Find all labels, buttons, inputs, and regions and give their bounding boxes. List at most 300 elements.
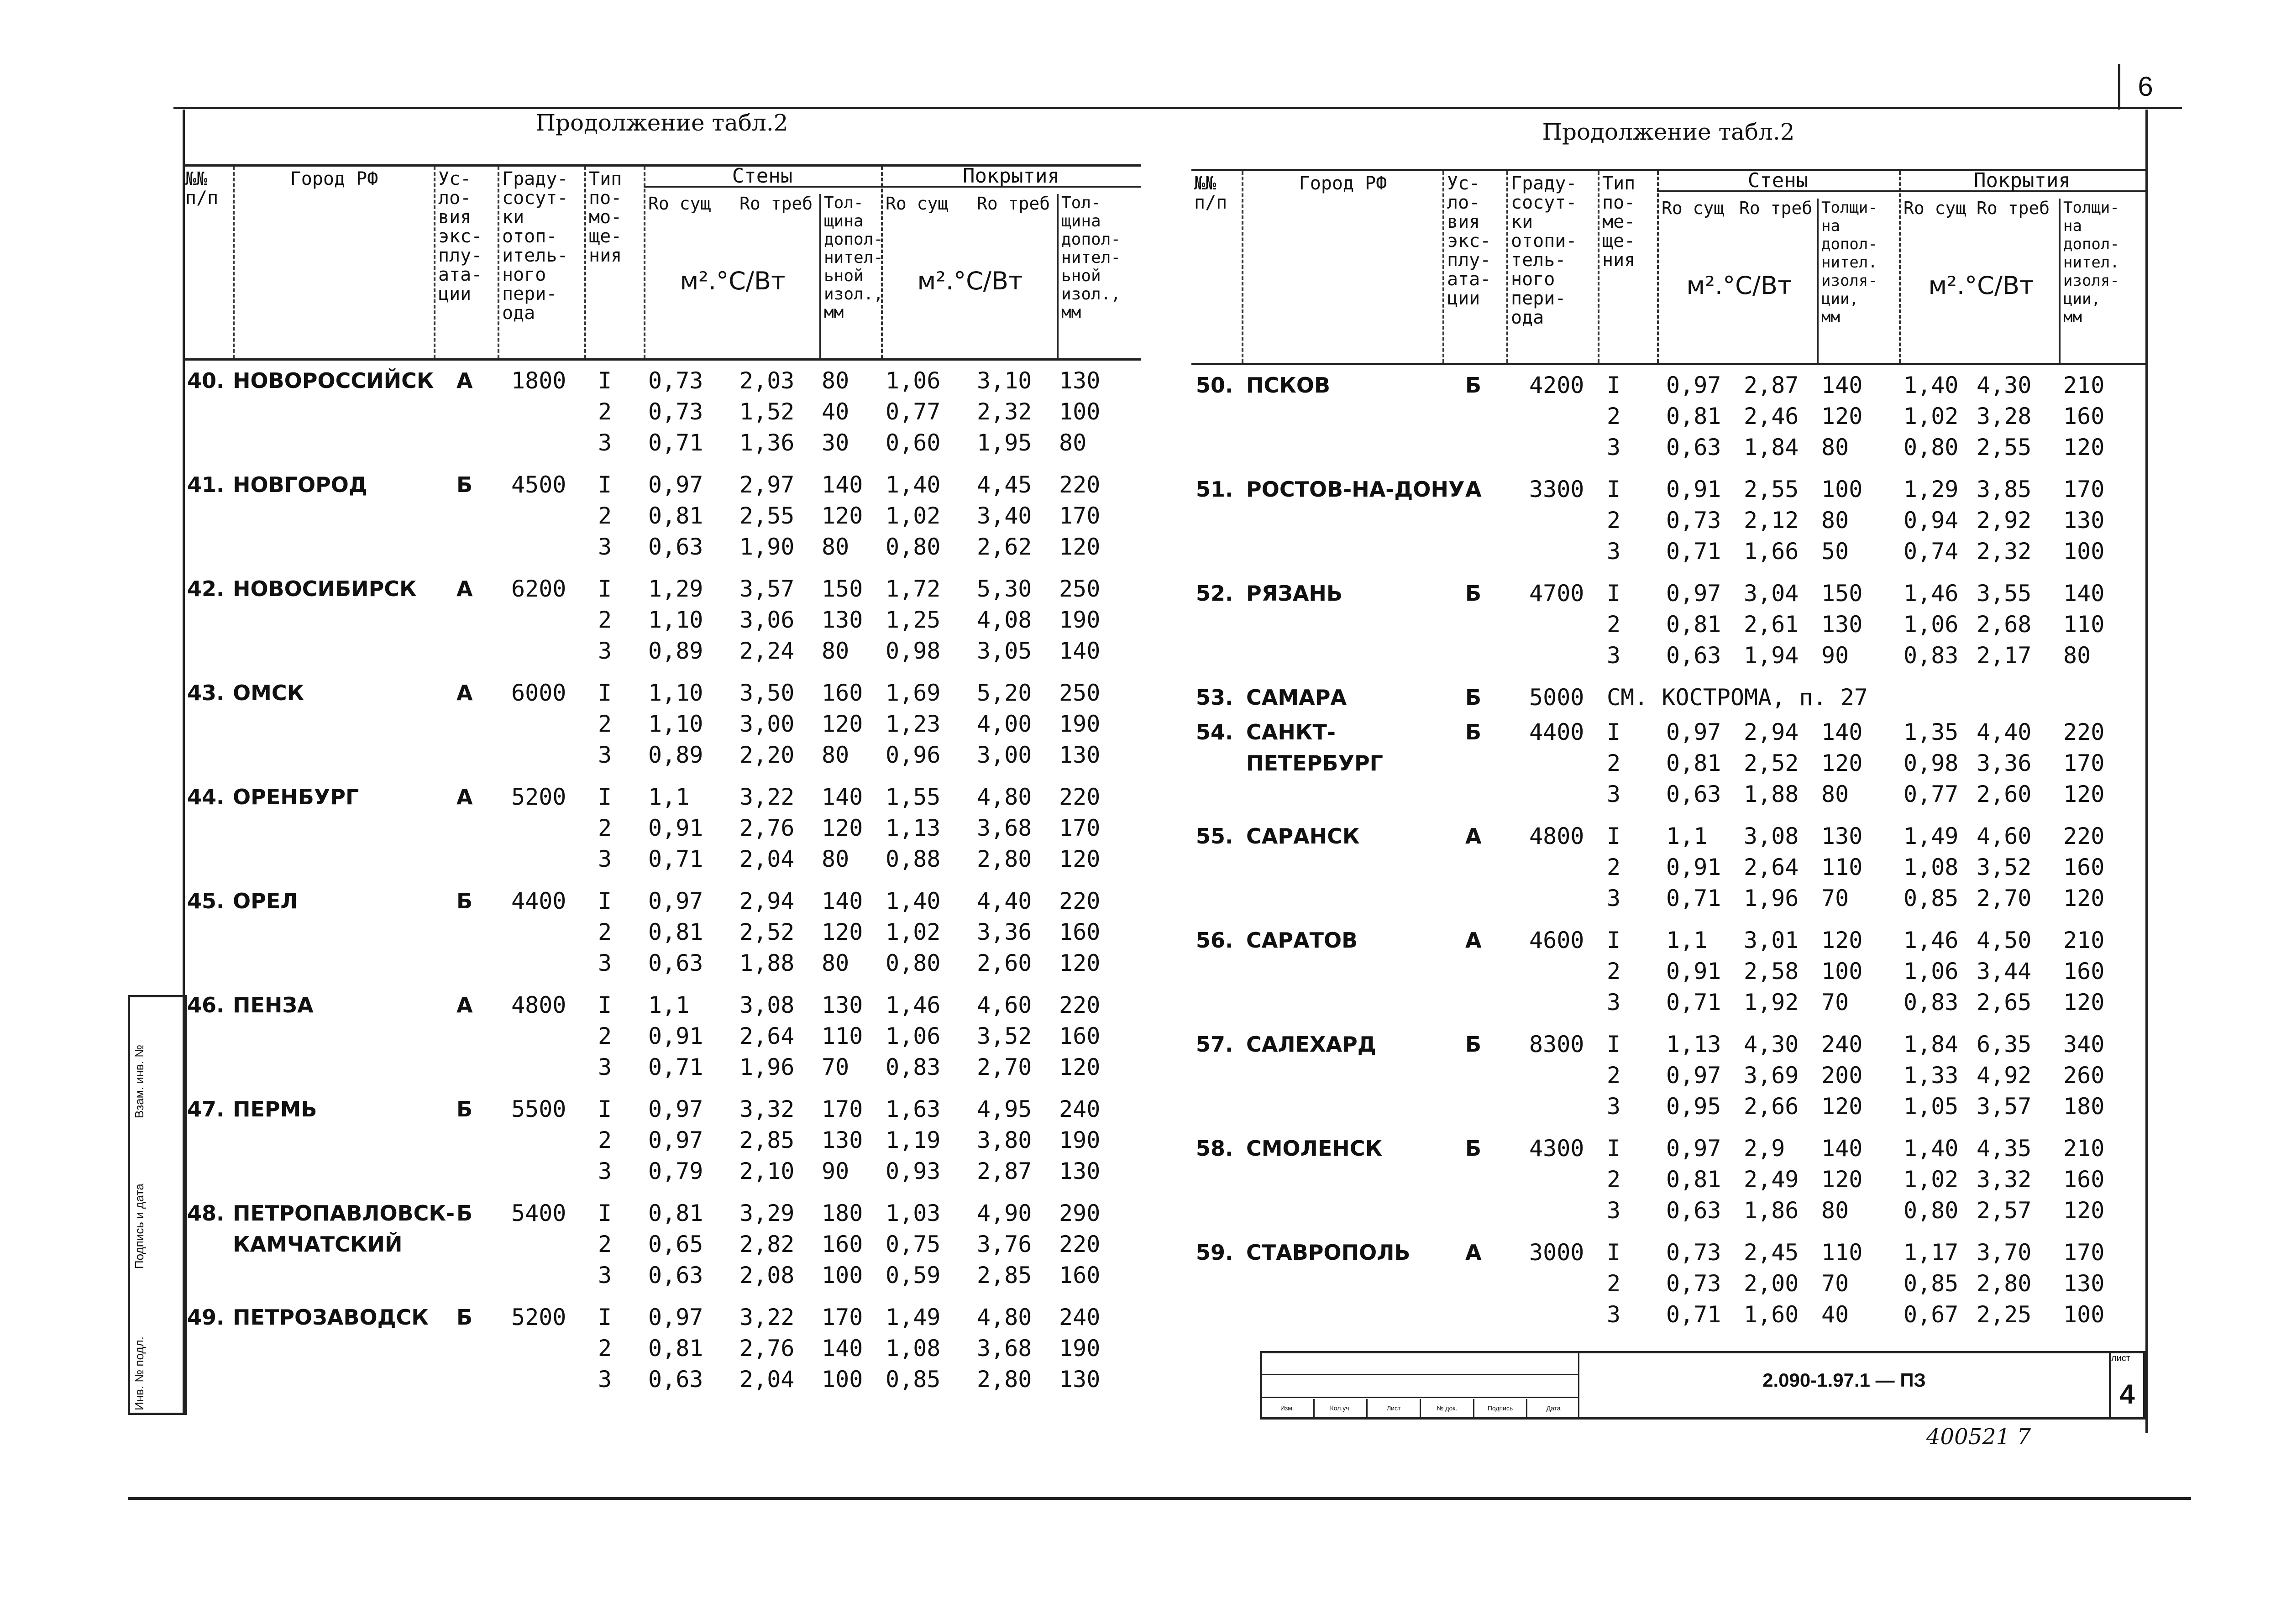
wall-r-required: 2,00: [1744, 1270, 1799, 1297]
row-number: 57.: [1196, 1032, 1233, 1057]
roof-r-required: 3,36: [1977, 750, 2032, 776]
roof-insulation-thickness: 190: [1059, 1127, 1101, 1153]
wall-r-required: 1,60: [1744, 1301, 1799, 1328]
table-row: [183, 1198, 1141, 1298]
roof-r-actual: 0,80: [886, 950, 941, 976]
room-type: I: [598, 367, 612, 394]
wall-insulation-thickness: 120: [1821, 750, 1863, 776]
roof-r-actual: 1,40: [886, 888, 941, 914]
roof-r-actual: 1,40: [886, 471, 941, 498]
roof-r-actual: 0,74: [1903, 538, 1959, 565]
table-row: [1191, 717, 2145, 817]
side-label-2: Подпись и дата: [132, 1183, 146, 1269]
room-type: 2: [1607, 750, 1621, 776]
wall-r-required: 3,22: [739, 784, 795, 810]
degree-days: 4800: [511, 992, 566, 1018]
roof-r-actual: 0,98: [886, 638, 941, 664]
wall-insulation-thickness: 80: [822, 534, 849, 560]
roof-r-required: 4,80: [977, 1304, 1032, 1331]
room-type: I: [1607, 823, 1621, 849]
row-number: 52.: [1196, 581, 1233, 606]
wall-r-required: 3,32: [739, 1096, 795, 1122]
wall-r-actual: 1,10: [648, 607, 703, 633]
city-name: САРАНСК: [1246, 824, 1360, 849]
roof-r-actual: 0,94: [1903, 507, 1959, 534]
operating-conditions: А: [456, 576, 473, 601]
roof-insulation-thickness: 190: [1059, 607, 1101, 633]
room-type: 3: [598, 1366, 612, 1393]
wall-r-required: 2,49: [1744, 1166, 1799, 1193]
roof-r-required: 2,17: [1977, 642, 2032, 669]
roof-r-actual: 0,85: [886, 1366, 941, 1393]
left-table-body: [183, 365, 1141, 1415]
degree-days: 5200: [511, 784, 566, 810]
degree-days: 8300: [1529, 1031, 1584, 1058]
room-type: I: [1607, 1239, 1621, 1266]
roof-r-actual: 1,03: [886, 1200, 941, 1226]
room-type: 3: [598, 950, 612, 976]
sheet-number: 4: [2119, 1379, 2135, 1409]
left-table: [183, 110, 1141, 1415]
right-page-edge: [2145, 110, 2148, 1433]
roof-r-actual: 0,77: [886, 398, 941, 425]
header-roof-rreq: Ro треб: [1977, 198, 2050, 218]
roof-insulation-thickness: 290: [1059, 1200, 1101, 1226]
roof-r-actual: 1,06: [886, 1023, 941, 1049]
wall-r-actual: 0,71: [648, 846, 703, 872]
roof-r-required: 4,50: [1977, 927, 2032, 953]
operating-conditions: Б: [456, 889, 473, 913]
table-row: [183, 469, 1141, 570]
degree-days: 4300: [1529, 1135, 1584, 1162]
room-type: 3: [598, 742, 612, 768]
wall-insulation-thickness: 150: [1821, 580, 1863, 607]
wall-r-required: 2,04: [739, 1366, 795, 1393]
roof-r-required: 5,20: [977, 680, 1032, 706]
roof-insulation-thickness: 130: [1059, 1158, 1101, 1184]
roof-insulation-thickness: 220: [1059, 1231, 1101, 1257]
roof-r-actual: 0,83: [886, 1054, 941, 1080]
roof-insulation-thickness: 170: [1059, 503, 1101, 529]
roof-insulation-thickness: 190: [1059, 1335, 1101, 1362]
roof-r-required: 3,76: [977, 1231, 1032, 1257]
city-name: ОРЕЛ: [233, 889, 298, 913]
roof-r-actual: 1,06: [886, 367, 941, 394]
roof-insulation-thickness: 250: [1059, 576, 1101, 602]
wall-insulation-thickness: 160: [822, 1231, 863, 1257]
title-block-column-label: № док.: [1420, 1399, 1473, 1420]
roof-insulation-thickness: 110: [2063, 611, 2105, 638]
room-type: 2: [598, 1231, 612, 1257]
wall-r-required: 3,57: [739, 576, 795, 602]
room-type: 3: [1607, 642, 1621, 669]
header-walls-rreq: Ro треб: [1739, 198, 1813, 218]
operating-conditions: Б: [456, 1097, 473, 1121]
header-walls: Стены: [644, 167, 881, 188]
roof-insulation-thickness: 240: [1059, 1304, 1101, 1331]
header-walls-ract: Ro сущ: [648, 194, 711, 214]
wall-r-required: 3,69: [1744, 1062, 1799, 1089]
wall-r-required: 2,08: [739, 1262, 795, 1289]
roof-r-actual: 1,05: [1903, 1093, 1959, 1120]
roof-insulation-thickness: 160: [1059, 1262, 1101, 1289]
roof-r-required: 3,85: [1977, 476, 2032, 503]
degree-days: 4200: [1529, 372, 1584, 398]
wall-r-actual: 0,97: [648, 1096, 703, 1122]
roof-r-actual: 1,40: [1903, 372, 1959, 398]
wall-insulation-thickness: 40: [1821, 1301, 1849, 1328]
row-number: 50.: [1196, 373, 1233, 398]
roof-insulation-thickness: 80: [1059, 430, 1087, 456]
title-block-column-label: Изм.: [1260, 1399, 1313, 1420]
wall-r-actual: 0,81: [648, 1200, 703, 1226]
wall-r-actual: 0,97: [1666, 1062, 1721, 1089]
row-number: 43.: [187, 681, 225, 705]
roof-r-required: 2,65: [1977, 989, 2032, 1016]
wall-insulation-thickness: 130: [822, 607, 863, 633]
wall-insulation-thickness: 80: [822, 638, 849, 664]
row-number: 49.: [187, 1305, 225, 1330]
header-roof: Покрытия: [1899, 171, 2145, 192]
table-row: [1191, 925, 2145, 1025]
wall-r-required: 2,12: [1744, 507, 1799, 534]
wall-insulation-thickness: 130: [822, 1127, 863, 1153]
right-table-header: [1191, 169, 2145, 365]
roof-insulation-thickness: 120: [1059, 950, 1101, 976]
room-type: 3: [1607, 989, 1621, 1016]
city-name: ПЕТРОЗАВОДСК: [233, 1305, 429, 1330]
roof-insulation-thickness: 210: [2063, 1135, 2105, 1162]
degree-days: 3000: [1529, 1239, 1584, 1266]
roof-insulation-thickness: 130: [1059, 1366, 1101, 1393]
wall-r-actual: 0,95: [1666, 1093, 1721, 1120]
roof-insulation-thickness: 80: [2063, 642, 2091, 669]
table-row: [1191, 1029, 2145, 1129]
degree-days: 1800: [511, 367, 566, 394]
roof-r-actual: 1,13: [886, 815, 941, 841]
operating-conditions: А: [456, 785, 473, 809]
roof-r-required: 2,92: [1977, 507, 2032, 534]
roof-insulation-thickness: 160: [2063, 854, 2105, 880]
roof-r-actual: 1,72: [886, 576, 941, 602]
room-type: I: [598, 1200, 612, 1226]
roof-r-actual: 1,46: [1903, 927, 1959, 953]
roof-insulation-thickness: 120: [2063, 1197, 2105, 1224]
wall-insulation-thickness: 160: [822, 680, 863, 706]
wall-r-required: 2,94: [739, 888, 795, 914]
wall-insulation-thickness: 100: [1821, 476, 1863, 503]
degree-days: 6000: [511, 680, 566, 706]
roof-r-required: 4,90: [977, 1200, 1032, 1226]
roof-r-actual: 0,77: [1903, 781, 1959, 807]
roof-insulation-thickness: 160: [2063, 1166, 2105, 1193]
wall-insulation-thickness: 90: [822, 1158, 849, 1184]
wall-r-required: 2,64: [739, 1023, 795, 1049]
roof-r-required: 3,52: [977, 1023, 1032, 1049]
room-type: 2: [1607, 1270, 1621, 1297]
wall-r-actual: 0,81: [1666, 611, 1721, 638]
roof-r-actual: 0,85: [1903, 885, 1959, 912]
roof-r-actual: 0,80: [1903, 1197, 1959, 1224]
room-type: 2: [598, 919, 612, 945]
wall-insulation-thickness: 70: [1821, 989, 1849, 1016]
wall-r-required: 1,96: [1744, 885, 1799, 912]
roof-insulation-thickness: 240: [1059, 1096, 1101, 1122]
table-row: [183, 781, 1141, 882]
wall-r-actual: 0,97: [648, 1127, 703, 1153]
table-row: [183, 1302, 1141, 1402]
wall-r-actual: 0,63: [648, 534, 703, 560]
wall-insulation-thickness: 170: [822, 1096, 863, 1122]
roof-insulation-thickness: 100: [2063, 538, 2105, 565]
wall-r-required: 3,50: [739, 680, 795, 706]
roof-r-required: 2,85: [977, 1262, 1032, 1289]
wall-r-actual: 0,89: [648, 742, 703, 768]
wall-insulation-thickness: 140: [822, 784, 863, 810]
wall-r-required: 2,52: [1744, 750, 1799, 776]
wall-r-required: 2,03: [739, 367, 795, 394]
row-number: 41.: [187, 472, 225, 497]
row-number: 46.: [187, 993, 225, 1017]
operating-conditions: А: [456, 368, 473, 393]
wall-r-required: 3,04: [1744, 580, 1799, 607]
room-type: 3: [1607, 885, 1621, 912]
operating-conditions: Б: [1465, 581, 1482, 606]
row-number: 58.: [1196, 1136, 1233, 1161]
wall-r-actual: 0,97: [1666, 580, 1721, 607]
wall-r-actual: 0,97: [1666, 372, 1721, 398]
wall-r-required: 1,88: [739, 950, 795, 976]
operating-conditions: Б: [456, 1305, 473, 1330]
roof-r-required: 4,40: [1977, 719, 2032, 745]
wall-r-required: 2,55: [1744, 476, 1799, 503]
header-roof-ract: Ro сущ: [886, 194, 949, 214]
roof-r-actual: 1,08: [886, 1335, 941, 1362]
wall-r-actual: 1,10: [648, 711, 703, 737]
wall-insulation-thickness: 110: [1821, 1239, 1863, 1266]
roof-insulation-thickness: 220: [1059, 992, 1101, 1018]
room-type: I: [598, 1304, 612, 1331]
roof-insulation-thickness: 130: [1059, 367, 1101, 394]
header-walls-unit: м².°C/Вт: [1686, 271, 1792, 300]
roof-r-actual: 0,67: [1903, 1301, 1959, 1328]
city-name: САМАРА: [1246, 685, 1347, 710]
roof-r-required: 1,95: [977, 430, 1032, 456]
row-number: 54.: [1196, 720, 1233, 744]
room-type: 3: [598, 430, 612, 456]
wall-r-actual: 0,73: [1666, 1239, 1721, 1266]
wall-insulation-thickness: 70: [1821, 1270, 1849, 1297]
roof-r-required: 2,62: [977, 534, 1032, 560]
wall-r-actual: 0,73: [1666, 1270, 1721, 1297]
wall-insulation-thickness: 120: [1821, 1166, 1863, 1193]
table-row: [1191, 474, 2145, 574]
wall-insulation-thickness: 90: [1821, 642, 1849, 669]
handwritten-note: 400521 7: [1926, 1424, 2031, 1450]
wall-r-actual: 0,81: [1666, 403, 1721, 430]
roof-insulation-thickness: 130: [2063, 507, 2105, 534]
roof-r-required: 3,44: [1977, 958, 2032, 985]
row-number: 48.: [187, 1201, 225, 1226]
roof-insulation-thickness: 170: [2063, 1239, 2105, 1266]
roof-r-required: 3,57: [1977, 1093, 2032, 1120]
header-conditions: Ус- ло- вия экс- плу- ата- ции: [434, 167, 498, 358]
room-type: 2: [598, 607, 612, 633]
room-type: 2: [1607, 1062, 1621, 1089]
wall-r-required: 2,9: [1744, 1135, 1785, 1162]
row-number: 40.: [187, 368, 225, 393]
roof-insulation-thickness: 120: [1059, 846, 1101, 872]
sheet-label: лист: [2111, 1353, 2131, 1363]
roof-r-actual: 0,75: [886, 1231, 941, 1257]
roof-r-actual: 1,46: [1903, 580, 1959, 607]
roof-r-actual: 0,80: [886, 534, 941, 560]
side-label-1: Инв. № подл.: [132, 1336, 146, 1410]
city-name: ПЕНЗА: [233, 993, 314, 1017]
roof-r-actual: 1,02: [886, 919, 941, 945]
title-block-columns: [1260, 1399, 1579, 1420]
title-block-column-label: Лист: [1366, 1399, 1420, 1420]
operating-conditions: Б: [1465, 685, 1482, 710]
roof-r-required: 3,70: [1977, 1239, 2032, 1266]
roof-r-actual: 1,46: [886, 992, 941, 1018]
wall-r-required: 1,66: [1744, 538, 1799, 565]
wall-r-actual: 0,73: [1666, 507, 1721, 534]
wall-insulation-thickness: 80: [1821, 1197, 1849, 1224]
room-type: 2: [1607, 403, 1621, 430]
city-name: САРАТОВ: [1246, 928, 1358, 953]
wall-r-actual: 0,71: [1666, 1301, 1721, 1328]
wall-r-required: 2,64: [1744, 854, 1799, 880]
left-table-title: Продолжение табл.2: [535, 110, 788, 136]
room-type: I: [598, 784, 612, 810]
city-name: САНКТ- ПЕТЕРБУРГ: [1246, 720, 1383, 775]
operating-conditions: А: [1465, 928, 1482, 953]
wall-r-required: 2,61: [1744, 611, 1799, 638]
roof-r-actual: 0,98: [1903, 750, 1959, 776]
city-name: РЯЗАНЬ: [1246, 581, 1342, 606]
roof-r-required: 4,60: [1977, 823, 2032, 849]
roof-r-required: 2,70: [1977, 885, 2032, 912]
wall-r-required: 3,29: [739, 1200, 795, 1226]
table-row: [183, 1094, 1141, 1194]
roof-r-required: 4,08: [977, 607, 1032, 633]
roof-insulation-thickness: 120: [1059, 534, 1101, 560]
roof-r-required: 2,55: [1977, 434, 2032, 461]
wall-r-actual: 1,1: [1666, 927, 1708, 953]
roof-insulation-thickness: 140: [2063, 580, 2105, 607]
wall-insulation-thickness: 180: [822, 1200, 863, 1226]
roof-r-required: 4,35: [1977, 1135, 2032, 1162]
wall-r-actual: 0,91: [648, 815, 703, 841]
roof-r-required: 2,68: [1977, 611, 2032, 638]
wall-insulation-thickness: 100: [822, 1262, 863, 1289]
wall-r-actual: 1,1: [648, 992, 690, 1018]
wall-r-required: 3,08: [739, 992, 795, 1018]
header-walls-rreq: Ro треб: [739, 194, 813, 214]
roof-insulation-thickness: 120: [2063, 781, 2105, 807]
wall-r-required: 2,45: [1744, 1239, 1799, 1266]
wall-r-actual: 0,63: [1666, 434, 1721, 461]
roof-r-required: 2,32: [977, 398, 1032, 425]
wall-r-actual: 0,91: [1666, 476, 1721, 503]
row-number: 53.: [1196, 685, 1233, 710]
reference-note: СМ. КОСТРОМА, п. 27: [1607, 684, 1868, 711]
wall-r-required: 2,87: [1744, 372, 1799, 398]
wall-r-actual: 0,71: [648, 1054, 703, 1080]
wall-r-actual: 1,29: [648, 576, 703, 602]
wall-r-actual: 0,91: [1666, 854, 1721, 880]
roof-insulation-thickness: 220: [1059, 784, 1101, 810]
roof-insulation-thickness: 130: [2063, 1270, 2105, 1297]
city-name: НОВОСИБИРСК: [233, 576, 417, 601]
city-name: ПЕТРОПАВЛОВСК- КАМЧАТСКИЙ: [233, 1201, 455, 1257]
roof-r-actual: 1,02: [1903, 1166, 1959, 1193]
wall-r-required: 2,82: [739, 1231, 795, 1257]
roof-r-actual: 1,84: [1903, 1031, 1959, 1058]
title-grid-line-1: [1260, 1374, 1579, 1375]
operating-conditions: Б: [1465, 1032, 1482, 1057]
operating-conditions: Б: [1465, 1136, 1482, 1161]
wall-r-required: 1,88: [1744, 781, 1799, 807]
room-type: 3: [598, 638, 612, 664]
roof-r-required: 4,92: [1977, 1062, 2032, 1089]
header-roof-thick: Тол- щина допол- нител- ьной изол., мм: [1057, 194, 1121, 358]
room-type: 3: [598, 1054, 612, 1080]
roof-r-required: 3,68: [977, 815, 1032, 841]
roof-insulation-thickness: 260: [2063, 1062, 2105, 1089]
room-type: I: [1607, 580, 1621, 607]
top-border: [173, 107, 2182, 109]
operating-conditions: Б: [1465, 373, 1482, 398]
wall-r-actual: 0,97: [648, 471, 703, 498]
table-row: [183, 677, 1141, 778]
operating-conditions: Б: [1465, 720, 1482, 744]
roof-r-required: 4,80: [977, 784, 1032, 810]
wall-insulation-thickness: 110: [1821, 854, 1863, 880]
wall-insulation-thickness: 120: [822, 815, 863, 841]
wall-r-required: 2,24: [739, 638, 795, 664]
room-type: I: [1607, 1135, 1621, 1162]
degree-days: 4600: [1529, 927, 1584, 953]
roof-r-actual: 1,19: [886, 1127, 941, 1153]
room-type: 2: [598, 815, 612, 841]
wall-insulation-thickness: 140: [822, 888, 863, 914]
wall-r-required: 1,36: [739, 430, 795, 456]
roof-r-required: 2,60: [977, 950, 1032, 976]
wall-insulation-thickness: 200: [1821, 1062, 1863, 1089]
header-conditions: Ус- ло- вия экс- плу- ата- ции: [1442, 171, 1506, 363]
roof-r-required: 3,00: [977, 742, 1032, 768]
wall-r-actual: 1,13: [1666, 1031, 1721, 1058]
wall-insulation-thickness: 140: [822, 471, 863, 498]
wall-r-required: 2,94: [1744, 719, 1799, 745]
table-row: [1191, 821, 2145, 921]
room-type: I: [1607, 476, 1621, 503]
room-type: 3: [1607, 1093, 1621, 1120]
roof-r-required: 4,00: [977, 711, 1032, 737]
wall-insulation-thickness: 80: [822, 367, 849, 394]
operating-conditions: Б: [456, 472, 473, 497]
roof-r-required: 2,60: [1977, 781, 2032, 807]
room-type: I: [598, 471, 612, 498]
wall-insulation-thickness: 140: [1821, 372, 1863, 398]
wall-insulation-thickness: 40: [822, 398, 849, 425]
degree-days: 5500: [511, 1096, 566, 1122]
roof-r-actual: 0,80: [1903, 434, 1959, 461]
room-type: 3: [598, 1262, 612, 1289]
roof-r-required: 6,35: [1977, 1031, 2032, 1058]
